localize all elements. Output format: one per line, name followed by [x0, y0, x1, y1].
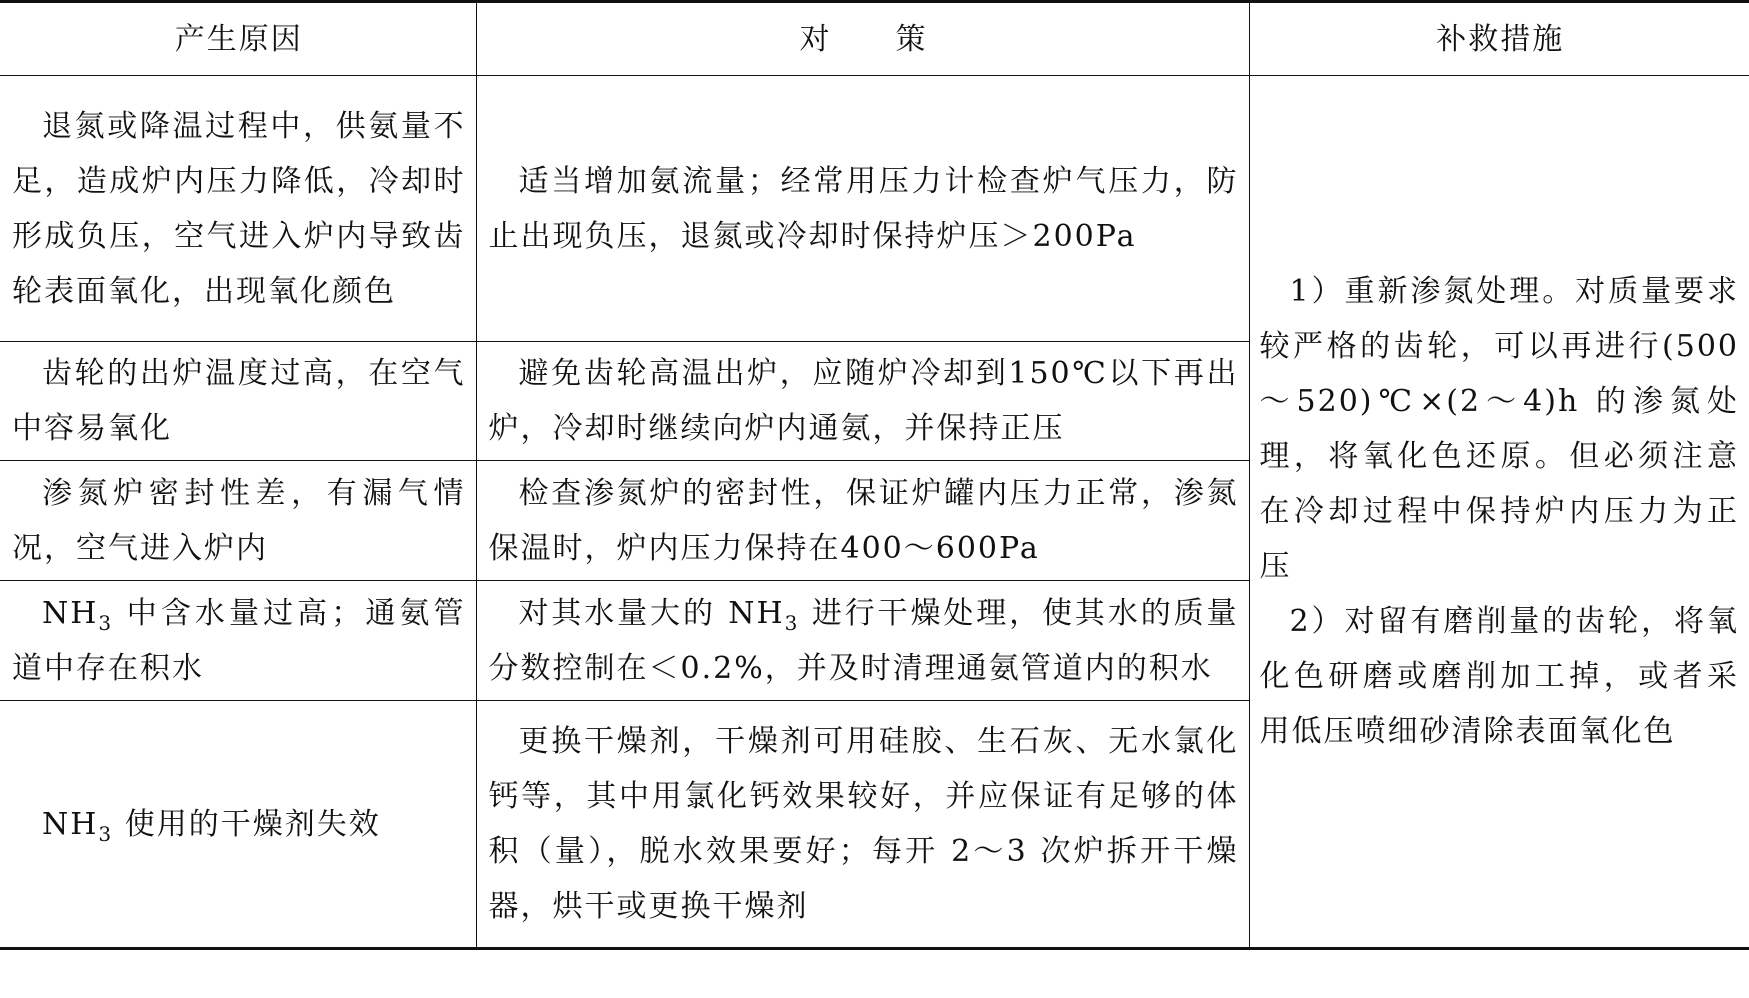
cause-cell — [0, 701, 476, 949]
cause-rest: 中含水量过高；通氨管道中存在积水 — [12, 595, 466, 686]
cause-cell: 退氮或降温过程中，供氨量不足，造成炉内压力降低，冷却时形成负压，空气进入炉内导致齿轮表面氧化，出现氧化颜色 — [0, 76, 476, 342]
measure-cell — [476, 581, 1249, 701]
header-remedy: 补救措施 — [1249, 2, 1749, 76]
header-cause: 产生原因 — [0, 2, 476, 76]
cause-prefix: NH — [42, 595, 99, 631]
measure-cell: 更换干燥剂，干燥剂可用硅胶、生石灰、无水氯化钙等，其中用氯化钙效果较好，并应保证有足够的体积（量），脱水效果要好；每开 2～3 次炉拆开干燥器，烘干或更换干燥剂 — [476, 701, 1249, 949]
table-row — [0, 76, 1749, 342]
measure-cell: 检查渗氮炉的密封性，保证炉罐内压力正常，渗氮保温时，炉内压力保持在400～600Pa — [476, 461, 1249, 581]
measure-subscript: 3 — [784, 610, 800, 635]
measure-cell: 适当增加氨流量；经常用压力计检查炉气压力，防止出现负压，退氮或冷却时保持炉压＞200Pa — [476, 76, 1249, 342]
cause-cell — [0, 581, 476, 701]
cause-prefix: NH — [42, 806, 99, 842]
measure-prefix: 对其水量大的 NH — [518, 595, 785, 631]
header-measure: 对 策 — [476, 2, 1249, 76]
cause-subscript: 3 — [98, 821, 114, 846]
remedy-item-1: 1）重新渗氮处理。对质量要求较严格的齿轮，可以再进行(500～520)℃×(2～4)h 的渗氮处理，将氧化色还原。但必须注意在冷却过程中保持炉内压力为正压 — [1259, 274, 1739, 584]
measure-cell: 避免齿轮高温出炉，应随炉冷却到150℃以下再出炉，冷却时继续向炉内通氨，并保持正压 — [476, 342, 1249, 461]
remedy-cell — [1249, 76, 1749, 949]
table-header-row — [0, 2, 1749, 76]
cause-cell: 渗氮炉密封性差，有漏气情况，空气进入炉内 — [0, 461, 476, 581]
cause-cell: 齿轮的出炉温度过高，在空气中容易氧化 — [0, 342, 476, 461]
cause-rest: 使用的干燥剂失效 — [113, 806, 381, 842]
cause-subscript: 3 — [98, 610, 114, 635]
measure-rest: 进行干燥处理，使其水的质量分数控制在＜0.2%，并及时清理通氨管道内的积水 — [488, 595, 1239, 686]
remedy-item-2: 2）对留有磨削量的齿轮，将氧化色研磨或磨削加工掉，或者采用低压喷细砂清除表面氧化色 — [1259, 604, 1739, 749]
